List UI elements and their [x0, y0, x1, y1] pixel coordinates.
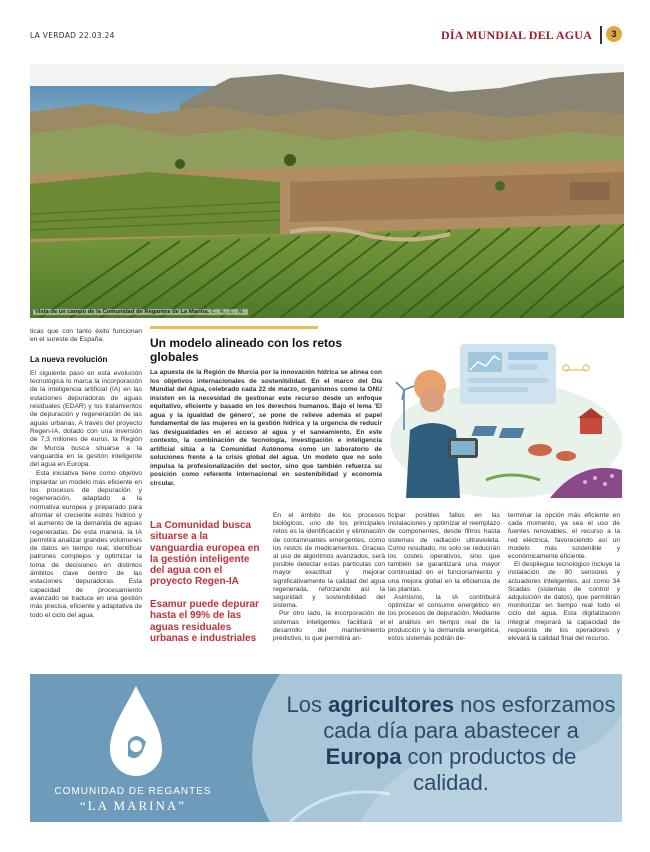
column-4-paragraph: terminar la opción más eficiente en cada momento, ya sea el uso de fuentes renovables, el recurso a la red eléctrica, favoreciendo así un modelo más sostenible y económicamente eficiente.	[508, 512, 620, 561]
ad-slogan-part: nos esforzamos cada día para abastecer a	[323, 692, 616, 743]
advertisement	[30, 674, 622, 822]
article-column-1	[30, 328, 142, 621]
column-1-paragraph: El siguiente paso en esta evolución tecnológica lo marca la incorporación de la inteligencia artificial (IA) en las estaciones depuradoras de aguas residuales (EDAR) y los tratamientos de depuración y regeneración de las aguas urbanas. A través del proyecto Regen-IA, dotado con una inversión de 7,3 millones de euros, la Región de Murcia busca situarse a la vanguardia en la gestión inteligente del agua en Europa.	[30, 369, 142, 469]
ad-brand-line-2: “LA MARINA”	[79, 798, 187, 813]
article-column-4	[508, 512, 620, 643]
cow-icon	[528, 444, 552, 456]
pull-quote-2: Esamur puede depurar hasta el 99% de las aguas residuales urbanas e industriales	[150, 599, 259, 644]
ad-slogan-emphasis: Europa	[325, 744, 402, 769]
header-divider	[600, 26, 602, 44]
section-title: DÍA MUNDIAL DEL AGUA	[440, 28, 592, 42]
illustration-image	[390, 330, 622, 498]
smart-farming-illustration	[390, 330, 622, 498]
column-1-lead: ticas que con tanto éxito funcionan en el sureste de España.	[30, 328, 142, 344]
photo-credit: C. R. L. M.	[210, 309, 246, 315]
page-header	[30, 28, 622, 50]
barn-icon	[580, 418, 602, 434]
ad-brand-line-1: COMUNIDAD DE REGANTES	[54, 786, 212, 797]
column-2-paragraph: Por otro lado, la incorporación de sistemas inteligentes facilitará el desarrollo del mantenimiento predictivo, lo que permitirá an-	[273, 610, 385, 643]
column-4-paragraph: El despliegue tecnológico incluye la instalación de 90 sensores y actuadores inteligentes, así como 34 Scadas (sistemas de control y adquisición de datos), que permitirán monitorizar en tiempo real todo el ciclo del agua. Esta digitalización integral mejorará la capacidad de respuesta de los operadores y elevará la calidad final del recurso.	[508, 561, 620, 643]
feature-rule	[150, 326, 318, 329]
subheading: La nueva revolución	[30, 354, 108, 364]
feature-title: Un modelo alineado con los retos globales	[150, 336, 343, 364]
ad-slogan-emphasis: agricultores	[328, 692, 455, 717]
photo-caption-text: Vista de un campo de la Comunidad de Regantes de La Marina.	[35, 309, 210, 315]
header-date: LA VERDAD 22.03.24	[30, 31, 115, 40]
column-1-paragraph: Esta iniciativa tiene como objetivo implantar un modelo más eficiente en los procesos de depuración y regeneración, adaptado a la normativa europea y preparado para afrontar el creciente estrés hídrico y el aumento de la demanda de aguas regeneradas. De esta manera, la IA permitirá analizar grandes volúmenes de datos en tiempo real, identificar patrones complejos y optimizar la toma de decisiones en distintos ámbitos clave dentro de las estaciones depuradoras. Esta capacidad de procesamiento avanzado se traduce en una gestión más precisa, eficiente y adaptativa de todo el ciclo del agua.	[30, 470, 142, 619]
feature-intro: La apuesta de la Región de Murcia por la innovación hídrica se alinea con los objetivos internacionales de sostenibilidad. En el marco del Día Mundial del Agua, celebrado cada 22 de marzo, organismos como la ONU insisten en la necesidad de gestionar este recurso desde un enfoque equitativo, eficiente y basado en los derechos humanos. Bajo el lema 'El agua y la igualdad de género', se pone de relieve además el papel fundamental de las mujeres en la gestión hídrica y la urgencia de reducir las desigualdades en el acceso al agua y el saneamiento. En este contexto, la combinación de tecnología, investigación e inteligencia artificial sitúa a la Comunidad Autónoma como un laboratorio de soluciones frente a la crisis global del agua. Un modelo que no solo impulsa la profesionalización del sector, sino que también refuerza su posición como referente internacional en sostenibilidad y economía circular.	[150, 369, 382, 487]
water-drop-logo	[106, 684, 166, 782]
ad-slogan-part: Los	[286, 692, 329, 717]
column-3-paragraph: ticipar posibles fallos en las instalaciones y optimizar el reemplazo de componentes, desde filtros hasta sistemas de radiación ultravioleta. Como resultado, no solo se reducirán los costes operativos, sino que también se garantizará una mayor continuidad en el funcionamiento y una mejora global en la eficiencia de las plantas.	[388, 512, 500, 593]
article-column-2	[273, 512, 385, 643]
column-2-paragraph: En el ámbito de los procesos biológicos, uno de los principales retos es la identificación y eliminación de contaminantes emergentes, como los restos de medicamentos. Gracias al uso de algoritmos avanzados, será posible detectar estas partículas con mayor exactitud y mejorar significativamente la calidad del agua regenerada, reforzando así la seguridad y sostenibilidad del sistema.	[273, 512, 385, 610]
article-column-3	[388, 512, 500, 643]
ad-slogan-part: con productos de calidad.	[401, 744, 577, 795]
farmer-body	[406, 423, 460, 498]
landscape-photo	[30, 64, 624, 318]
ad-slogan	[286, 692, 616, 796]
column-3-paragraph: Asimismo, la IA contribuirá optimizar el consumo energético en los procesos de depuración. Mediante el análisis en tiempo real de la producción y la demanda energética, estos sistemas podrán de-	[388, 594, 500, 643]
page-number: 3	[606, 26, 622, 42]
photo-caption	[33, 309, 248, 315]
pull-quote-1: La Comunidad busca situarse a la vanguardia europea en la gestión inteligente del agua con el proyecto Regen-IA	[150, 520, 260, 588]
farmland-image	[30, 64, 624, 318]
